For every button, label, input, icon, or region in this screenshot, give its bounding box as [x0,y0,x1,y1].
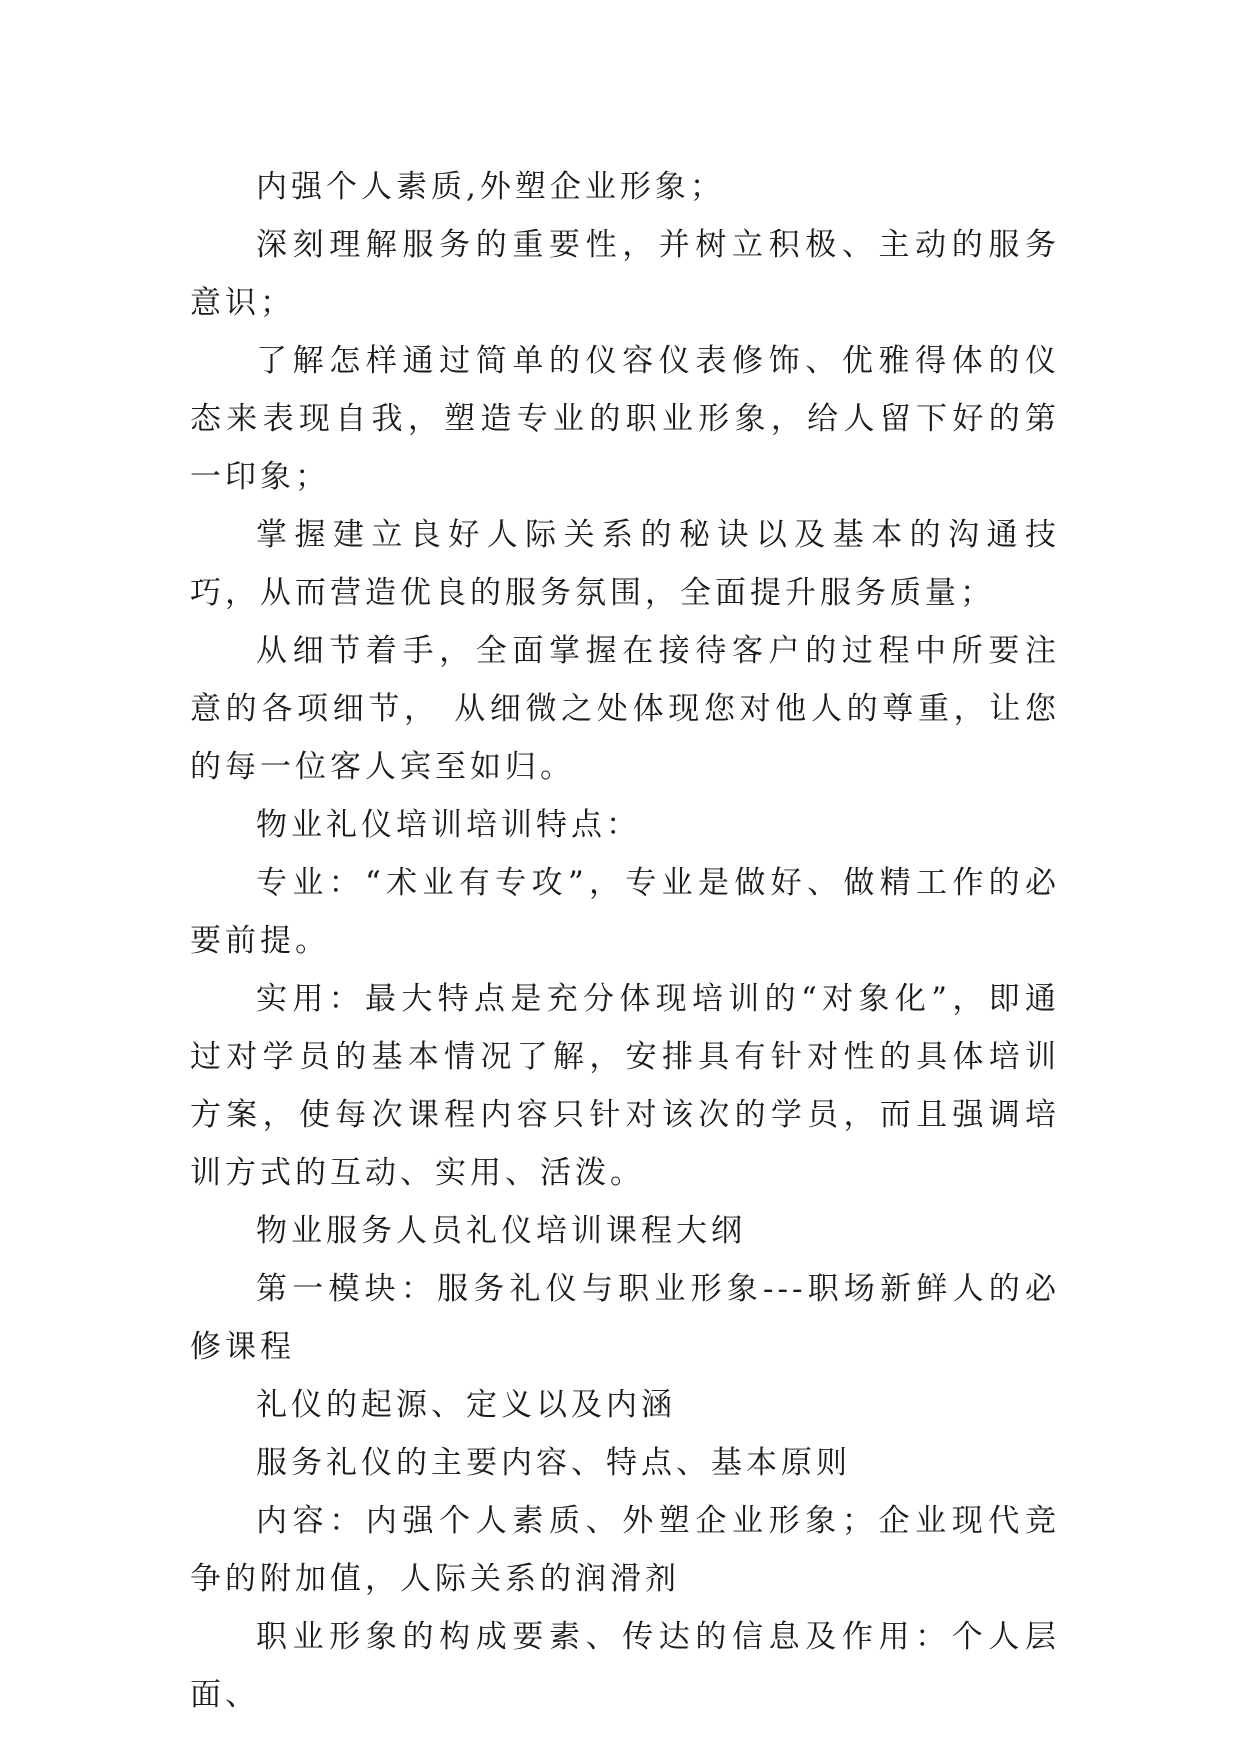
paragraph-5: 从细节着手，全面掌握在接待客户的过程中所要注意的各项细节， 从细微之处体现您对他人的尊重，让您的每一位客人宾至如归。 [190,633,1060,785]
paragraph-1: 内强个人素质,外塑企业形象； [256,169,725,205]
paragraph-8: 实用：最大特点是充分体现培训的“对象化”，即通过对学员的基本情况了解，安排具有针对性的具体培训方案，使每次课程内容只针对该次的学员，而且强调培训方式的互动、实用、活泼。 [190,981,1060,1191]
paragraph-14: 职业形象的构成要素、传达的信息及作用：个人层面、 [190,1619,1060,1713]
document-body [190,158,1060,1724]
paragraph-2: 深刻理解服务的重要性，并树立积极、主动的服务意识； [190,227,1060,321]
paragraph-4: 掌握建立良好人际关系的秘诀以及基本的沟通技巧，从而营造优良的服务氛围，全面提升服务质量； [190,517,1060,611]
paragraph-11: 礼仪的起源、定义以及内涵 [256,1387,676,1423]
paragraph-6: 物业礼仪培训培训特点： [256,807,641,843]
paragraph-13: 内容：内强个人素质、外塑企业形象；企业现代竞争的附加值，人际关系的润滑剂 [190,1503,1060,1597]
paragraph-12: 服务礼仪的主要内容、特点、基本原则 [256,1445,851,1481]
paragraph-10: 第一模块：服务礼仪与职业形象---职场新鲜人的必修课程 [190,1271,1060,1365]
paragraph-9: 物业服务人员礼仪培训课程大纲 [256,1213,746,1249]
paragraph-3: 了解怎样通过简单的仪容仪表修饰、优雅得体的仪态来表现自我，塑造专业的职业形象，给人留下好的第一印象； [190,343,1060,495]
paragraph-7: 专业：“术业有专攻”，专业是做好、做精工作的必要前提。 [190,865,1060,959]
